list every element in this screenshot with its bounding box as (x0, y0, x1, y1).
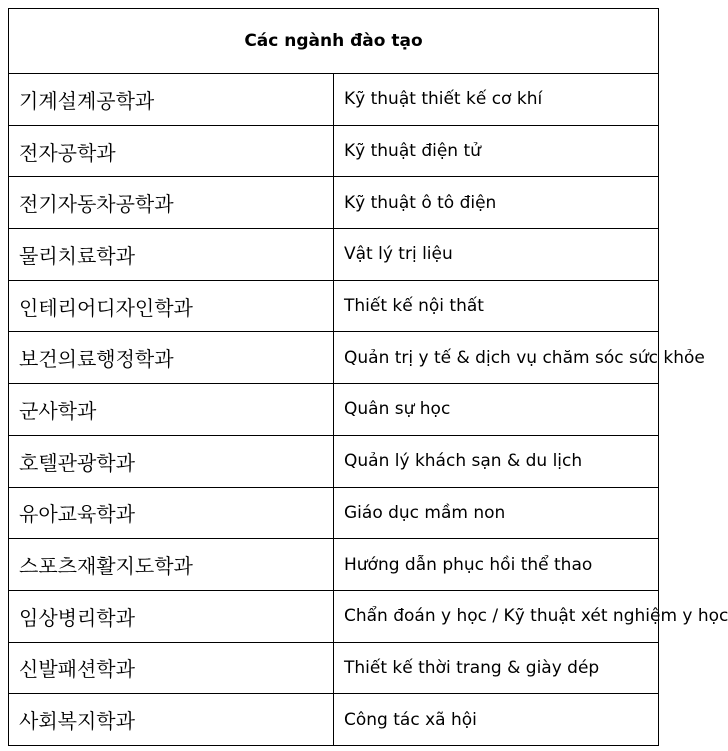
vietnamese-major-name: Chẩn đoán y học / Kỹ thuật xét nghiệm y học (334, 590, 659, 642)
table-row (9, 694, 659, 746)
korean-major-name: 스포츠재활지도학과 (9, 539, 334, 591)
table-header: Các ngành đào tạo (9, 9, 659, 74)
majors-table (8, 8, 728, 746)
vietnamese-major-name: Kỹ thuật điện tử (334, 125, 659, 177)
korean-major-name: 전자공학과 (9, 125, 334, 177)
vietnamese-major-name: Quân sự học (334, 384, 659, 436)
korean-major-name: 기계설계공학과 (9, 74, 334, 126)
table-row (9, 177, 659, 229)
table-row (9, 487, 659, 539)
korean-major-name: 신발패션학과 (9, 642, 334, 694)
table-row (9, 642, 659, 694)
korean-major-name: 전기자동차공학과 (9, 177, 334, 229)
korean-major-name: 호텔관광학과 (9, 435, 334, 487)
vietnamese-major-name: Kỹ thuật thiết kế cơ khí (334, 74, 659, 126)
vietnamese-major-name: Kỹ thuật ô tô điện (334, 177, 659, 229)
vietnamese-major-name: Giáo dục mầm non (334, 487, 659, 539)
table-row (9, 590, 659, 642)
korean-major-name: 사회복지학과 (9, 694, 334, 746)
vietnamese-major-name: Quản lý khách sạn & du lịch (334, 435, 659, 487)
table-row (9, 539, 659, 591)
korean-major-name: 물리치료학과 (9, 229, 334, 281)
table-row (9, 74, 659, 126)
vietnamese-major-name: Thiết kế nội thất (334, 280, 659, 332)
table-row (9, 280, 659, 332)
korean-major-name: 임상병리학과 (9, 590, 334, 642)
table-row (9, 229, 659, 281)
table-row (9, 332, 659, 384)
table-header-row (9, 9, 659, 74)
korean-major-name: 보건의료행정학과 (9, 332, 334, 384)
vietnamese-major-name: Vật lý trị liệu (334, 229, 659, 281)
korean-major-name: 유아교육학과 (9, 487, 334, 539)
table-row (9, 125, 659, 177)
vietnamese-major-name: Công tác xã hội (334, 694, 659, 746)
vietnamese-major-name: Hướng dẫn phục hồi thể thao (334, 539, 659, 591)
table-row (9, 435, 659, 487)
vietnamese-major-name: Thiết kế thời trang & giày dép (334, 642, 659, 694)
table-row (9, 384, 659, 436)
korean-major-name: 인테리어디자인학과 (9, 280, 334, 332)
vietnamese-major-name: Quản trị y tế & dịch vụ chăm sóc sức khỏe (334, 332, 659, 384)
korean-major-name: 군사학과 (9, 384, 334, 436)
